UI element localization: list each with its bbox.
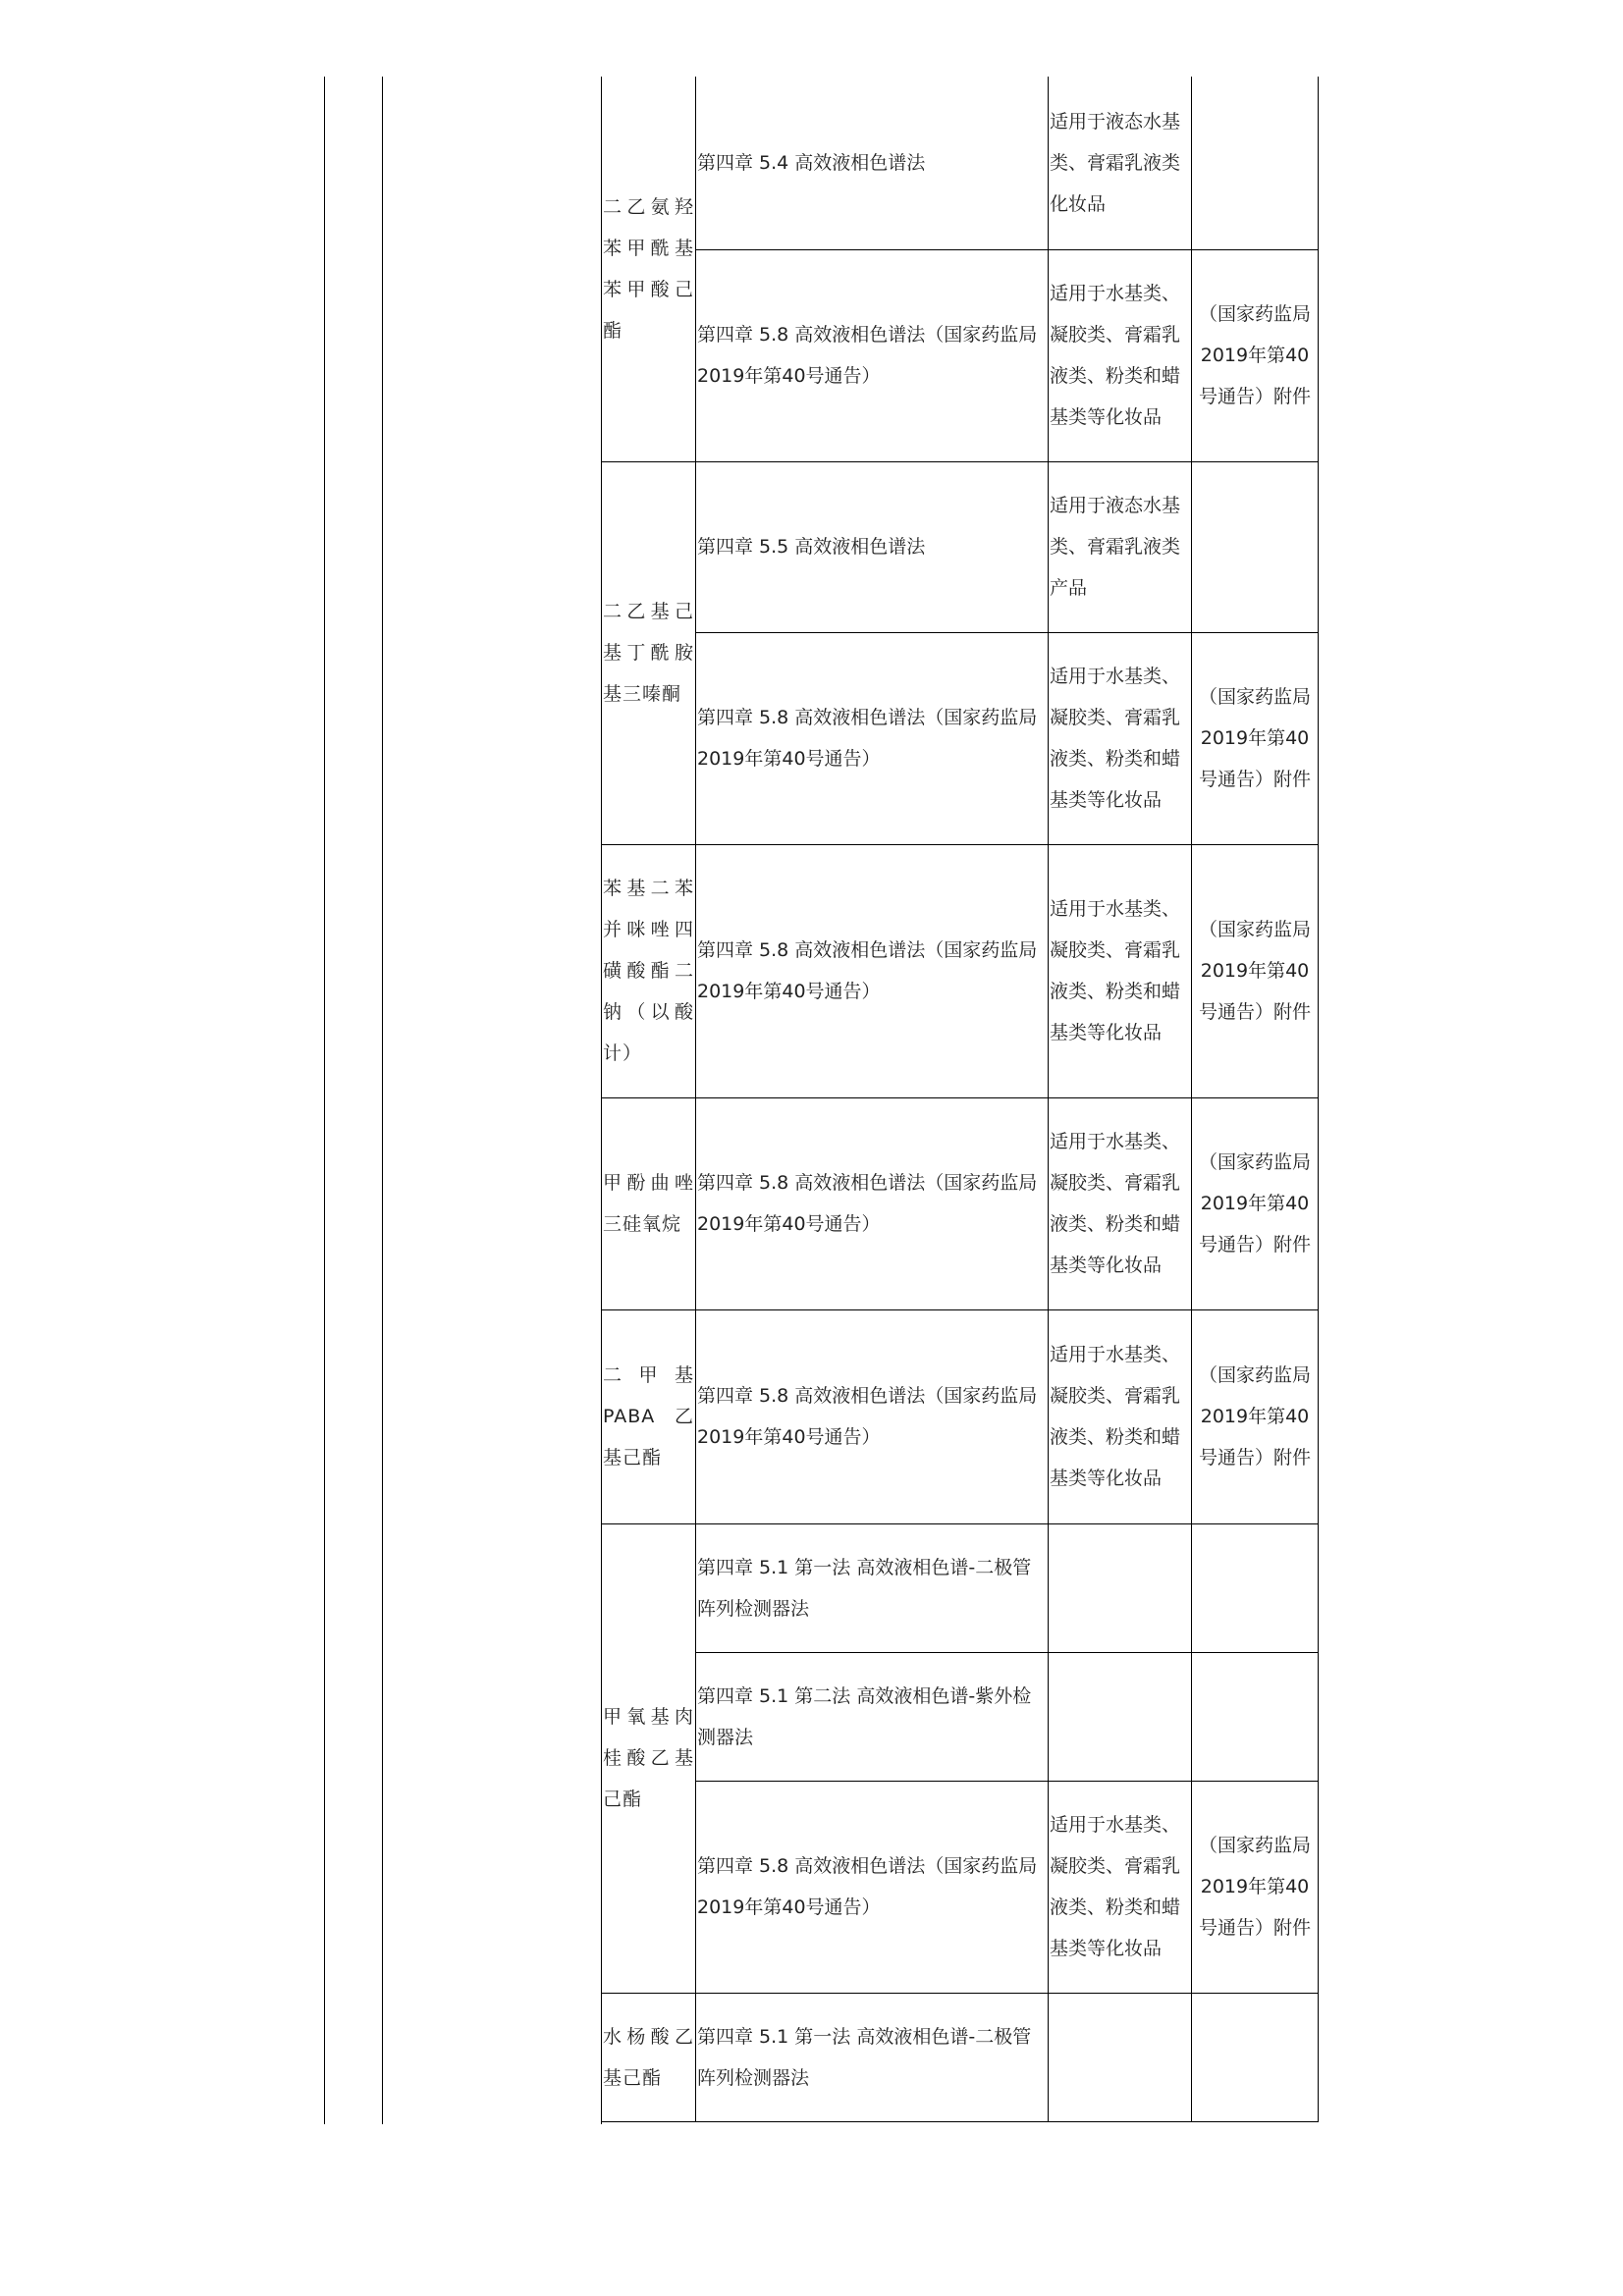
ingredient-name-cell: 二乙基己基丁酰胺基三嗪酮 <box>602 461 696 844</box>
scope-cell: 适用于液态水基类、膏霜乳液类化妆品 <box>1049 77 1192 249</box>
method-cell: 第四章 5.8 高效液相色谱法（国家药监局2019年第40号通告） <box>696 1309 1049 1523</box>
scope-cell: 适用于水基类、凝胶类、膏霜乳液类、粉类和蜡基类等化妆品 <box>1049 249 1192 461</box>
scope-cell <box>1049 1652 1192 1781</box>
reference-cell: （国家药监局2019年第40号通告）附件 <box>1192 249 1319 461</box>
reference-cell <box>1192 461 1319 632</box>
method-cell: 第四章 5.8 高效液相色谱法（国家药监局2019年第40号通告） <box>696 1781 1049 1993</box>
table-left-border <box>324 77 325 2124</box>
method-cell: 第四章 5.8 高效液相色谱法（国家药监局2019年第40号通告） <box>696 632 1049 844</box>
table-row <box>602 1993 1319 2121</box>
ingredient-name-cell: 苯基二苯并咪唑四磺酸酯二钠（以酸计） <box>602 844 696 1097</box>
reference-cell: （国家药监局2019年第40号通告）附件 <box>1192 632 1319 844</box>
scope-cell: 适用于水基类、凝胶类、膏霜乳液类、粉类和蜡基类等化妆品 <box>1049 844 1192 1097</box>
scope-cell: 适用于水基类、凝胶类、膏霜乳液类、粉类和蜡基类等化妆品 <box>1049 1781 1192 1993</box>
table-row <box>602 1781 1319 1993</box>
method-cell: 第四章 5.8 高效液相色谱法（国家药监局2019年第40号通告） <box>696 844 1049 1097</box>
table-row <box>602 844 1319 1097</box>
method-cell: 第四章 5.8 高效液相色谱法（国家药监局2019年第40号通告） <box>696 249 1049 461</box>
ingredient-name-cell: 甲氧基肉桂酸乙基己酯 <box>602 1523 696 1993</box>
method-cell: 第四章 5.4 高效液相色谱法 <box>696 77 1049 249</box>
reference-cell <box>1192 1523 1319 1652</box>
table-row <box>602 1523 1319 1652</box>
table-row <box>602 461 1319 632</box>
ingredient-name-cell: 二甲基PABA乙基己酯 <box>602 1309 696 1523</box>
ingredient-name-cell: 甲酚曲唑三硅氧烷 <box>602 1097 696 1309</box>
scope-cell: 适用于水基类、凝胶类、膏霜乳液类、粉类和蜡基类等化妆品 <box>1049 1309 1192 1523</box>
test-method-table <box>601 77 1319 2122</box>
table-column-divider <box>382 77 383 2124</box>
scope-cell: 适用于水基类、凝胶类、膏霜乳液类、粉类和蜡基类等化妆品 <box>1049 632 1192 844</box>
method-cell: 第四章 5.5 高效液相色谱法 <box>696 461 1049 632</box>
table-row <box>602 1309 1319 1523</box>
reference-cell: （国家药监局2019年第40号通告）附件 <box>1192 1309 1319 1523</box>
ingredient-name-cell: 水杨酸乙基己酯 <box>602 1993 696 2121</box>
reference-cell: （国家药监局2019年第40号通告）附件 <box>1192 1097 1319 1309</box>
scope-cell <box>1049 1993 1192 2121</box>
scope-cell: 适用于液态水基类、膏霜乳液类产品 <box>1049 461 1192 632</box>
reference-cell: （国家药监局2019年第40号通告）附件 <box>1192 844 1319 1097</box>
table-row <box>602 632 1319 844</box>
reference-cell: （国家药监局2019年第40号通告）附件 <box>1192 1781 1319 1993</box>
method-cell: 第四章 5.1 第一法 高效液相色谱-二极管阵列检测器法 <box>696 1993 1049 2121</box>
table-row <box>602 77 1319 249</box>
table-row <box>602 249 1319 461</box>
method-cell: 第四章 5.1 第一法 高效液相色谱-二极管阵列检测器法 <box>696 1523 1049 1652</box>
reference-cell <box>1192 1993 1319 2121</box>
method-cell: 第四章 5.8 高效液相色谱法（国家药监局2019年第40号通告） <box>696 1097 1049 1309</box>
scope-cell: 适用于水基类、凝胶类、膏霜乳液类、粉类和蜡基类等化妆品 <box>1049 1097 1192 1309</box>
reference-cell <box>1192 1652 1319 1781</box>
table-row <box>602 1652 1319 1781</box>
reference-cell <box>1192 77 1319 249</box>
scope-cell <box>1049 1523 1192 1652</box>
method-cell: 第四章 5.1 第二法 高效液相色谱-紫外检测器法 <box>696 1652 1049 1781</box>
ingredient-name-cell: 二乙氨羟苯甲酰基苯甲酸己酯 <box>602 77 696 461</box>
table-row <box>602 1097 1319 1309</box>
